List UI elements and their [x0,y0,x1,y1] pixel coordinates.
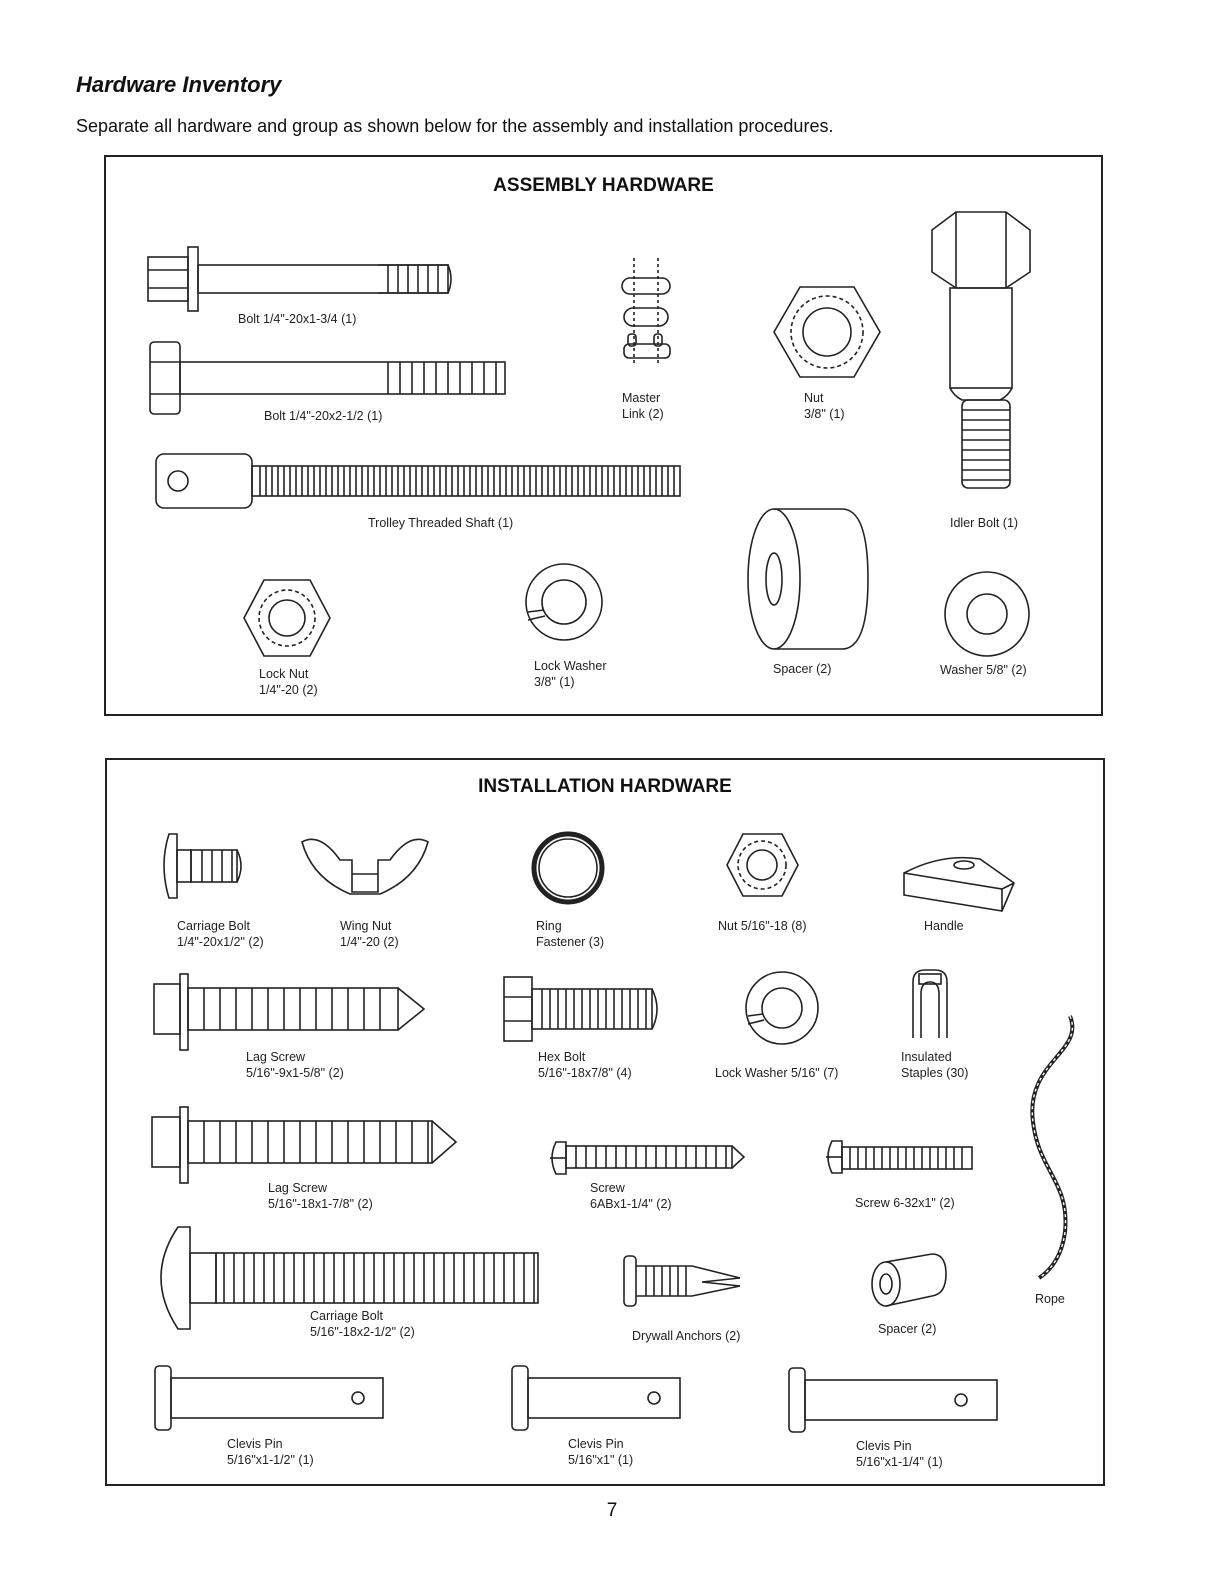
lock-washer-5-16-label: Lock Washer 5/16" (7) [715,1066,839,1080]
lock-nut-illustration [242,578,332,658]
clevis-pin-a-label: Clevis Pin 5/16"x1-1/2" (1) [227,1437,314,1467]
wing-nut-illustration [300,832,430,902]
installation-panel-title: INSTALLATION HARDWARE [478,776,732,797]
lock-washer-5-16-illustration [742,966,822,1051]
handle-label: Handle [924,919,964,933]
lock-washer-illustration [522,556,607,651]
screw-b-illustration [822,1135,977,1180]
bolt-a-illustration [148,245,458,315]
screw-a-illustration [546,1138,746,1178]
bolt-a-label: Bolt 1/4"-20x1-3/4 (1) [238,312,357,326]
staples-label: Insulated Staples (30) [901,1050,969,1080]
assembly-panel-title: ASSEMBLY HARDWARE [493,175,714,196]
screw-b-label: Screw 6-32x1" (2) [855,1196,955,1210]
clevis-pin-a-illustration [153,1364,388,1434]
page-title: Hardware Inventory [76,72,282,97]
master-link-illustration [616,258,676,373]
nut-5-16-illustration [725,832,800,898]
page-number: 7 [606,1500,618,1521]
lock-washer-label: Lock Washer 3/8" (1) [534,659,607,689]
lag-screw-a-illustration [152,972,427,1052]
rope-illustration [1015,1012,1080,1282]
carriage-bolt-a-illustration [157,832,247,902]
drywall-anchor-illustration [622,1252,747,1312]
nut-label: Nut 3/8" (1) [804,391,845,421]
master-link-label: Master Link (2) [622,391,664,421]
intro-text: Separate all hardware and group as shown below for the assembly and installation procedures. [76,116,834,136]
idler-bolt-label: Idler Bolt (1) [950,516,1019,530]
lag-screw-a-label: Lag Screw 5/16"-9x1-5/8" (2) [246,1050,344,1080]
lag-screw-b-label: Lag Screw 5/16"-18x1-7/8" (2) [268,1181,373,1211]
nut-5-16-label: Nut 5/16"-18 (8) [718,919,807,933]
small-spacer-illustration [868,1252,948,1310]
spacer-illustration [746,505,871,655]
bolt-b-label: Bolt 1/4"-20x2-1/2 (1) [264,409,383,423]
lock-nut-label: Lock Nut 1/4"-20 (2) [259,667,318,697]
rope-label: Rope [1035,1292,1065,1306]
screw-a-label: Screw 6ABx1-1/4" (2) [590,1181,672,1211]
spacer-label: Spacer (2) [773,662,832,676]
small-spacer-label: Spacer (2) [878,1322,937,1336]
washer-label: Washer 5/8" (2) [940,663,1027,677]
lag-screw-b-illustration [150,1105,460,1185]
trolley-shaft-illustration [154,452,684,512]
carriage-bolt-a-label: Carriage Bolt 1/4"-20x1/2" (2) [177,919,264,949]
clevis-pin-b-label: Clevis Pin 5/16"x1" (1) [568,1437,634,1467]
handle-illustration [902,855,1017,915]
idler-bolt-illustration [930,210,1040,495]
hex-bolt-illustration [502,975,662,1045]
clevis-pin-c-illustration [787,1366,1002,1436]
trolley-shaft-label: Trolley Threaded Shaft (1) [368,516,514,530]
washer-illustration [940,570,1035,665]
clevis-pin-b-illustration [510,1364,685,1434]
hex-bolt-label: Hex Bolt 5/16"-18x7/8" (4) [538,1050,632,1080]
ring-fastener-label: Ring Fastener (3) [536,919,605,949]
ring-fastener-illustration [528,828,608,908]
staples-illustration [905,968,955,1040]
drywall-label: Drywall Anchors (2) [632,1329,741,1343]
nut-illustration [772,285,882,380]
clevis-pin-c-label: Clevis Pin 5/16"x1-1/4" (1) [856,1439,943,1469]
wing-nut-label: Wing Nut 1/4"-20 (2) [340,919,399,949]
carriage-bolt-b-label: Carriage Bolt 5/16"-18x2-1/2" (2) [310,1309,415,1339]
